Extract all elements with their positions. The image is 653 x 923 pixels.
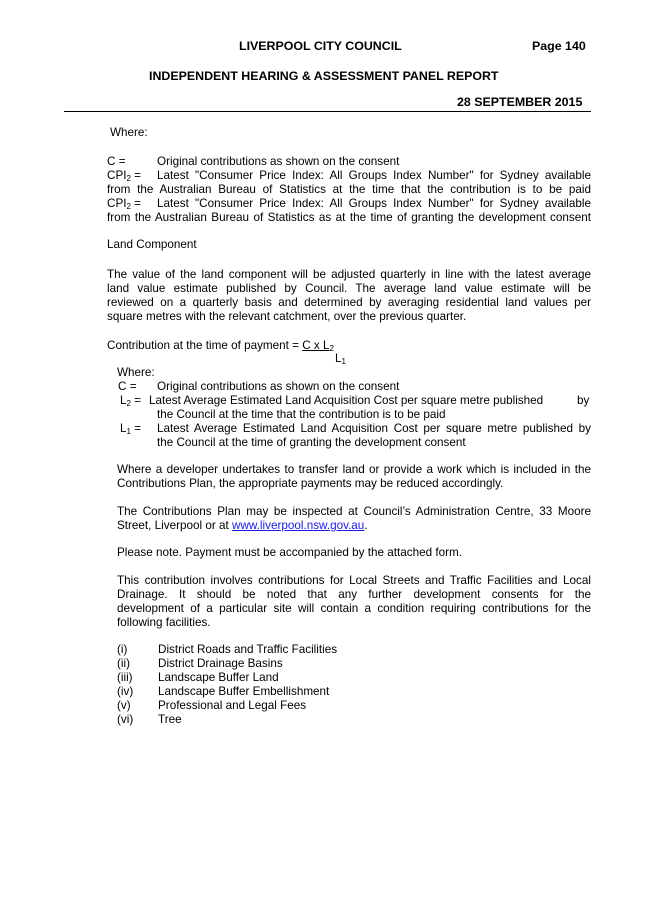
formula-denominator: $L_1$ — [335, 352, 346, 366]
cpi-description: from the Australian Bureau of Statistics at the time that the contribution is to be paid — [107, 183, 591, 196]
land-heading: Land Component — [107, 238, 197, 251]
council-name: LIVERPOOL CITY COUNCIL — [239, 39, 402, 53]
list-item-number: (v) — [117, 699, 131, 712]
land-paragraph: The value of the land component will be adjusted quarterly in line with the latest average — [107, 268, 591, 281]
list-item-number: (iv) — [117, 685, 134, 698]
where-label: Where: — [117, 366, 155, 379]
list-item: District Roads and Traffic Facilities — [158, 643, 338, 656]
council-website-link[interactable]: www.liverpool.nsw.gov.au — [232, 519, 365, 532]
list-item: Landscape Buffer Embellishment — [158, 685, 330, 698]
developer-paragraph: Contributions Plan, the appropriate payments may be reduced accordingly. — [117, 477, 504, 490]
cpi-description: Latest "Consumer Price Index: All Groups Index Number" for Sydney available — [157, 197, 591, 210]
list-item: Professional and Legal Fees — [158, 699, 307, 712]
cpi-label: $CPI_2$ = — [107, 169, 142, 183]
l1-description: the Council at the time of granting the development consent — [157, 436, 466, 449]
contribution-formula: Contribution at the time of payment = C x $L_2$ — [107, 339, 334, 353]
l2-description: by — [577, 394, 590, 407]
list-item-number: (i) — [117, 643, 128, 656]
list-item-number: (ii) — [117, 657, 130, 670]
land-paragraph: square metres with the relevant catchment, over the previous quarter. — [107, 310, 467, 323]
list-item-number: (vi) — [117, 713, 134, 726]
facilities-paragraph: development of a particular site will contain a condition requiring contributions for the — [117, 602, 591, 615]
l2-description: Latest Average Estimated Land Acquisition Cost per square metre published — [149, 394, 544, 407]
list-item: Tree — [158, 713, 182, 726]
cpi-label: $CPI_2$ = — [107, 197, 142, 211]
where-label: Where: — [110, 126, 148, 139]
c-label: C = — [107, 155, 126, 168]
cpi-description: Latest "Consumer Price Index: All Groups Index Number" for Sydney available — [157, 169, 591, 182]
list-item: Landscape Buffer Land — [158, 671, 279, 684]
l1-label: $L_1$ = — [120, 422, 142, 436]
facilities-paragraph: This contribution involves contributions for Local Streets and Traffic Facilities and Local — [117, 574, 591, 587]
inspect-paragraph: Street, Liverpool or at www.liverpool.nsw.gov.au. — [117, 519, 368, 532]
report-date: 28 SEPTEMBER 2015 — [457, 95, 583, 109]
land-paragraph: reviewed on a quarterly basis and determined by averaging residential land values per — [107, 296, 591, 309]
inspect-paragraph: The Contributions Plan may be inspected at Council’s Administration Centre, 33 Moore — [117, 505, 591, 518]
list-item-number: (iii) — [117, 671, 133, 684]
facilities-paragraph: Drainage. It should be noted that any further development consents for the — [117, 588, 591, 601]
l2-label: $L_2$ = — [120, 394, 142, 408]
c-label: C = — [118, 380, 137, 393]
report-title: INDEPENDENT HEARING & ASSESSMENT PANEL REPORT — [149, 69, 499, 83]
l2-description: the Council at the time that the contribution is to be paid — [157, 408, 446, 421]
c-description: Original contributions as shown on the consent — [157, 155, 400, 168]
payment-note: Please note. Payment must be accompanied by the attached form. — [117, 546, 462, 559]
land-paragraph: land value estimate published by Council. The average land value estimate will be — [107, 282, 591, 295]
facilities-paragraph: following facilities. — [117, 616, 211, 629]
l1-description: Latest Average Estimated Land Acquisition Cost per square metre published by — [157, 422, 591, 435]
list-item: District Drainage Basins — [158, 657, 283, 670]
page-number: Page 140 — [532, 39, 586, 53]
c-description: Original contributions as shown on the consent — [157, 380, 400, 393]
cpi-description: from the Australian Bureau of Statistics as at the time of granting the development consent — [107, 211, 591, 224]
developer-paragraph: Where a developer undertakes to transfer land or provide a work which is included in the — [117, 463, 591, 476]
header-rule — [64, 111, 591, 112]
